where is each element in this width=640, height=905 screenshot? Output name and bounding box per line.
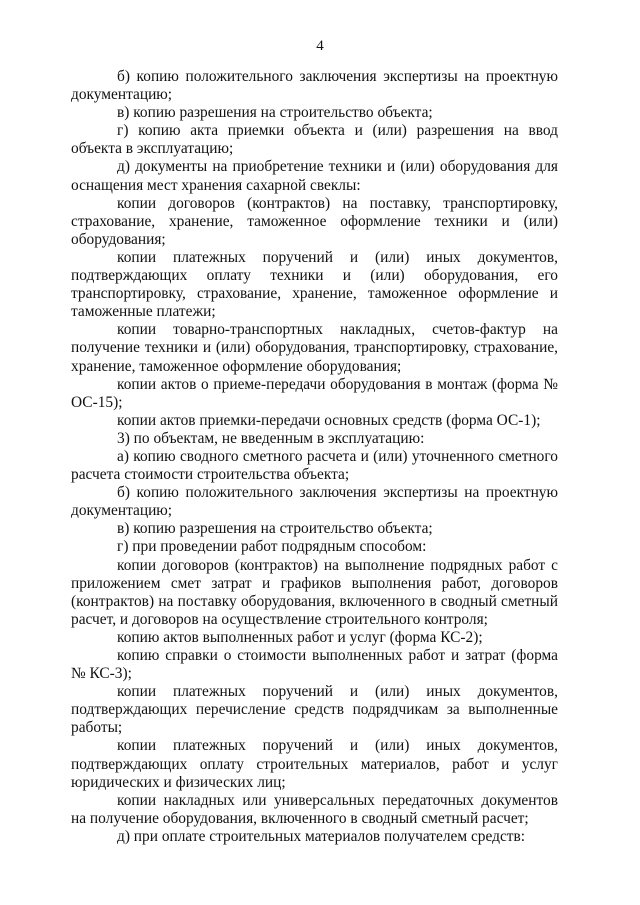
paragraph: копии договоров (контрактов) на поставку, транспортировку, страхование, хранение, таможенное оформление техники и (или) оборудования;: [71, 194, 558, 248]
paragraph: копию справки о стоимости выполненных работ и затрат (форма № КС-3);: [71, 647, 558, 683]
paragraph: в) копию разрешения на строительство объекта;: [117, 104, 433, 122]
paragraph: копии платежных поручений и (или) иных документов, подтверждающих оплату техники и (или) оборудования, его транспортировку, страхование, хранение, таможенное оформление и таможенные платежи;: [71, 248, 558, 321]
paragraph: а) копию сводного сметного расчета и (или) уточненного сметного расчета стоимости строительства объекта;: [71, 447, 558, 484]
paragraph: копии платежных поручений и (или) иных документов, подтверждающих оплату строительных материалов, работ и услуг юридических и физических лиц;: [71, 737, 558, 791]
paragraph: копии актов о приеме-передачи оборудования в монтаж (форма № ОС-15);: [71, 375, 558, 411]
paragraph: копии платежных поручений и (или) иных документов, подтверждающих перечисление средств подрядчикам за выполненные работы;: [71, 683, 558, 737]
paragraph: копии товарно-транспортных накладных, счетов-фактур на получение техники и (или) оборудования, транспортировку, страхование, хранение, таможенное оформление оборудования;: [71, 321, 558, 375]
paragraph: б) копию положительного заключения экспертизы на проектную документацию;: [71, 484, 558, 520]
paragraph: в) копию разрешения на строительство объекта;: [117, 520, 433, 538]
paragraph: копию актов выполненных работ и услуг (форма КС-2);: [117, 628, 483, 646]
paragraph: д) при оплате строительных материалов получателем средств:: [117, 827, 526, 845]
page-number: 4: [316, 38, 324, 54]
paragraph: г) копию акта приемки объекта и (или) разрешения на ввод объекта в эксплуатацию;: [71, 122, 558, 158]
paragraph: копии актов приемки-передачи основных средств (форма ОС-1);: [117, 411, 541, 429]
paragraph: д) документы на приобретение техники и (или) оборудования для оснащения мест хранения сахарной свеклы:: [71, 158, 558, 194]
document-body: [71, 68, 558, 846]
paragraph: копии договоров (контрактов) на выполнение подрядных работ с приложением смет затрат и графиков выполнения работ, договоров (контрактов) на поставку оборудования, включенного в сводный сметный расчет, и договоров на осуществление строительного контроля;: [71, 556, 558, 628]
paragraph: копии накладных или универсальных передаточных документов на получение оборудования, включенного в сводный сметный расчет;: [71, 791, 558, 827]
paragraph: г) при проведении работ подрядным способом:: [117, 538, 427, 556]
paragraph: 3) по объектам, не введенным в эксплуатацию:: [117, 429, 425, 447]
paragraph: б) копию положительного заключения экспертизы на проектную документацию;: [71, 68, 558, 104]
